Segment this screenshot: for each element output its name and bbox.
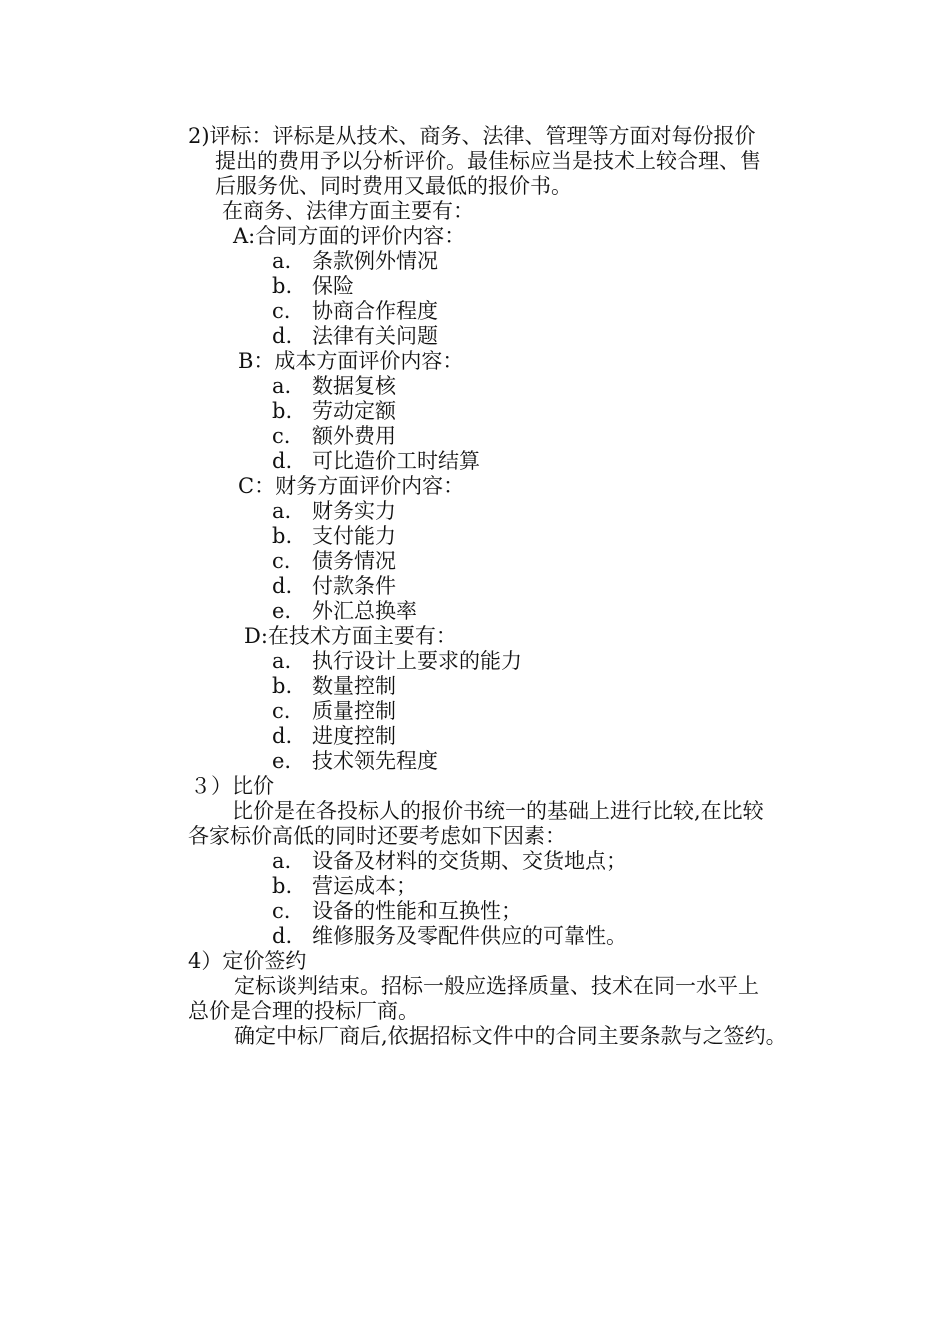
list-item-text: 支付能力 — [312, 524, 396, 548]
list-marker: c. — [272, 699, 291, 723]
list-marker: b. — [272, 874, 293, 898]
list-item-text: 进度控制 — [312, 724, 396, 748]
section-3-heading: ３）比价 — [190, 774, 274, 798]
list-item-text: 维修服务及零配件供应的可靠性。 — [312, 924, 627, 948]
section-2-continuation: 后服务优、同时费用又最低的报价书。 — [215, 174, 572, 198]
list-marker: c. — [272, 549, 291, 573]
section-2-heading: 2)评标：评标是从技术、商务、法律、管理等方面对每份报价 — [188, 124, 756, 148]
list-item-text: 设备及材料的交货期、交货地点； — [312, 849, 627, 873]
list-item-text: 债务情况 — [312, 549, 396, 573]
list-item-text: 营运成本； — [312, 874, 417, 898]
list-marker: e. — [272, 599, 292, 623]
list-marker: d. — [272, 324, 293, 348]
list-marker: a. — [272, 249, 292, 273]
list-marker: b. — [272, 674, 293, 698]
list-item-text: 质量控制 — [312, 699, 396, 723]
list-marker: c. — [272, 899, 291, 923]
list-item-text: 条款例外情况 — [312, 249, 438, 273]
list-item-text: 协商合作程度 — [312, 299, 438, 323]
section-4-paragraph: 定标谈判结束。招标一般应选择质量、技术在同一水平上 — [234, 974, 759, 998]
list-marker: c. — [272, 299, 291, 323]
list-item-text: 法律有关问题 — [312, 324, 438, 348]
list-marker: b. — [272, 274, 293, 298]
list-marker: d. — [272, 574, 293, 598]
list-item-text: 保险 — [312, 274, 354, 298]
list-item-text: 外汇总换率 — [312, 599, 417, 623]
list-item-text: 执行设计上要求的能力 — [312, 649, 522, 673]
list-item-text: 数据复核 — [312, 374, 396, 398]
list-item-text: 额外费用 — [312, 424, 396, 448]
list-marker: a. — [272, 649, 292, 673]
list-marker: d. — [272, 449, 293, 473]
list-marker: d. — [272, 724, 293, 748]
list-marker: e. — [272, 749, 292, 773]
list-marker: a. — [272, 499, 292, 523]
list-item-text: 设备的性能和互换性； — [312, 899, 522, 923]
group-c-title: C：财务方面评价内容： — [238, 474, 465, 498]
list-marker: b. — [272, 399, 293, 423]
group-d-title: D:在技术方面主要有： — [244, 624, 457, 648]
list-item-text: 数量控制 — [312, 674, 396, 698]
list-item-text: 可比造价工时结算 — [312, 449, 480, 473]
group-a-title: A:合同方面的评价内容： — [233, 224, 466, 248]
list-marker: a. — [272, 374, 292, 398]
list-item-text: 技术领先程度 — [312, 749, 438, 773]
list-item-text: 付款条件 — [312, 574, 396, 598]
list-marker: d. — [272, 924, 293, 948]
section-2-intro: 在商务、法律方面主要有： — [222, 199, 474, 223]
section-4-paragraph: 总价是合理的投标厂商。 — [188, 999, 419, 1023]
list-marker: c. — [272, 424, 291, 448]
section-3-paragraph: 各家标价高低的同时还要考虑如下因素： — [188, 824, 566, 848]
list-marker: b. — [272, 524, 293, 548]
section-3-paragraph: 比价是在各投标人的报价书统一的基础上进行比较,在比较 — [232, 799, 764, 823]
list-marker: a. — [272, 849, 292, 873]
section-2-continuation: 提出的费用予以分析评价。最佳标应当是技术上较合理、售 — [215, 149, 761, 173]
list-item-text: 劳动定额 — [312, 399, 396, 423]
section-4-paragraph: 确定中标厂商后,依据招标文件中的合同主要条款与之签约。 — [234, 1024, 787, 1048]
list-item-text: 财务实力 — [312, 499, 396, 523]
section-4-heading: 4）定价签约 — [188, 949, 307, 973]
group-b-title: B：成本方面评价内容： — [238, 349, 464, 373]
